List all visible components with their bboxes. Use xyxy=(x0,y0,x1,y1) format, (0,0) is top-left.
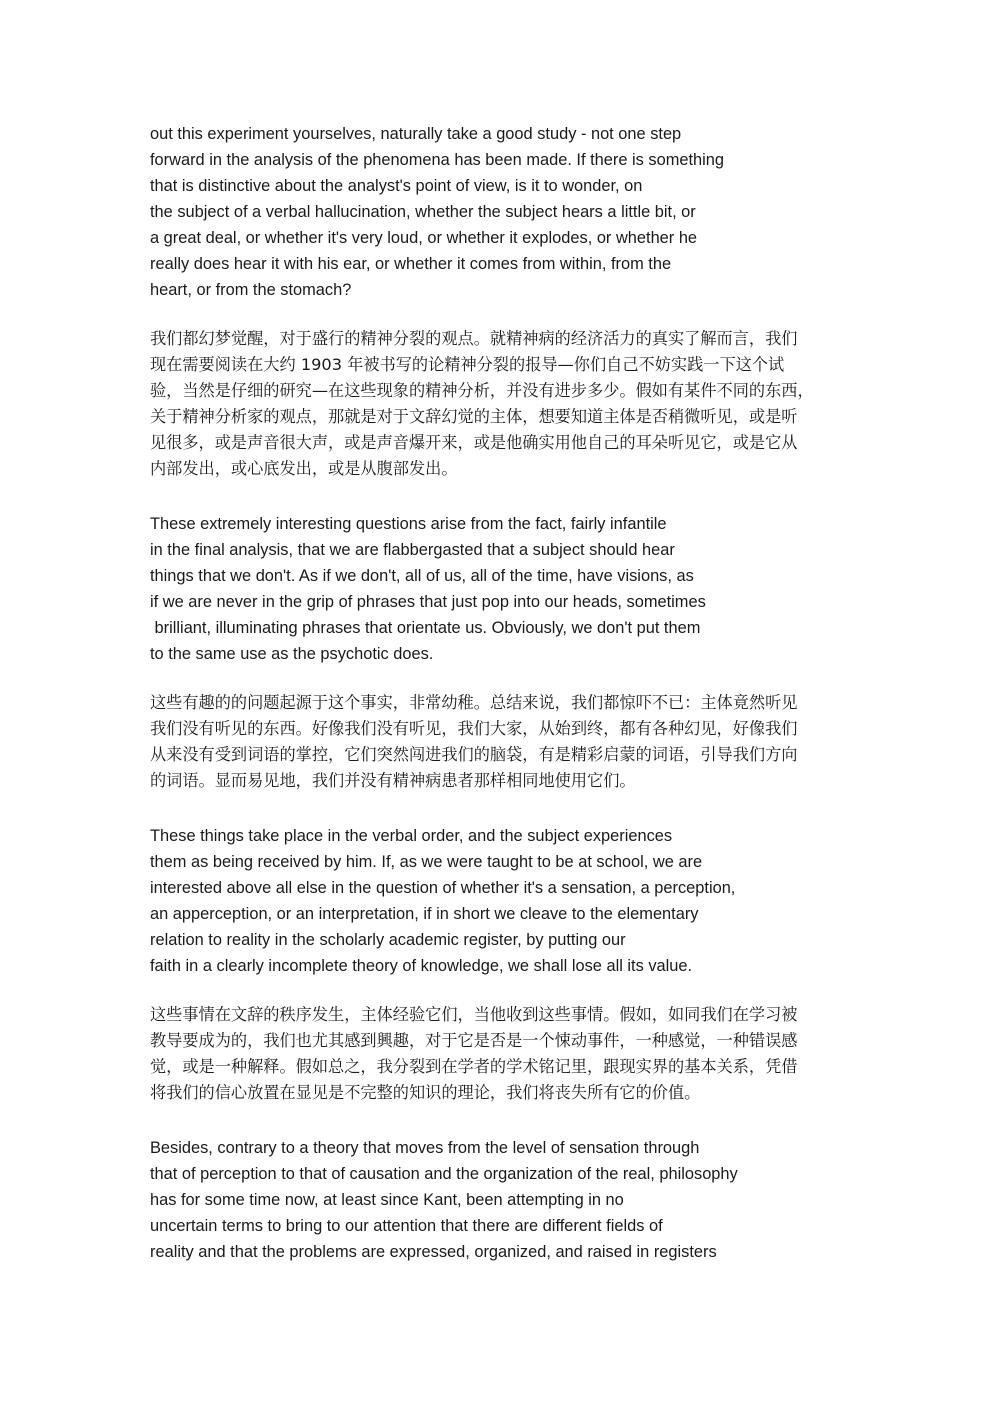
text-line: Besides, contrary to a theory that moves from the level of sensation through xyxy=(150,1139,700,1157)
text-line: These things take place in the verbal order, and the subject experiences xyxy=(150,827,673,845)
text-line: an apperception, or an interpretation, if in short we cleave to the elementary xyxy=(150,905,699,923)
text-line: 觉，或是一种解释。假如总之，我分裂到在学者的学术铭记里，跟现实界的基本关系，凭借 xyxy=(150,1057,798,1076)
text-line: brilliant, illuminating phrases that orientate us. Obviously, we don't put them xyxy=(150,619,701,637)
text-line: 这些事情在文辞的秩序发生，主体经验它们，当他收到这些事情。假如，如同我们在学习被 xyxy=(150,1005,798,1024)
text-line: to the same use as the psychotic does. xyxy=(150,645,434,663)
text-line: has for some time now, at least since Kant, been attempting in no xyxy=(150,1191,624,1209)
text-line: 验，当然是仔细的研究—在这些现象的精神分析，并没有进步多少。假如有某件不同的东西， xyxy=(150,381,814,400)
text-line: These extremely interesting questions arise from the fact, fairly infantile xyxy=(150,515,667,533)
text-line: in the final analysis, that we are flabbergasted that a subject should hear xyxy=(150,541,675,559)
text-line: 内部发出，或心底发出，或是从腹部发出。 xyxy=(150,459,458,478)
text-line: heart, or from the stomach? xyxy=(150,281,352,299)
text-line: them as being received by him. If, as we were taught to be at school, we are xyxy=(150,853,703,871)
english-paragraph xyxy=(150,121,850,303)
text-line: relation to reality in the scholarly academic register, by putting our xyxy=(150,931,626,949)
english-paragraph xyxy=(150,1135,850,1265)
english-paragraph xyxy=(150,511,850,667)
text-line: 见很多，或是声音很大声，或是声音爆开来，或是他确实用他自己的耳朵听见它，或是它从 xyxy=(150,433,798,452)
text-line: the subject of a verbal hallucination, whether the subject hears a little bit, or xyxy=(150,203,696,221)
text-line: 将我们的信心放置在显见是不完整的知识的理论，我们将丧失所有它的价值。 xyxy=(150,1083,701,1102)
text-line: forward in the analysis of the phenomena has been made. If there is something xyxy=(150,151,725,169)
text-line: a great deal, or whether it's very loud, or whether it explodes, or whether he xyxy=(150,229,698,247)
text-line: uncertain terms to bring to our attention that there are different fields of xyxy=(150,1217,663,1235)
text-line: reality and that the problems are expressed, organized, and raised in registers xyxy=(150,1243,717,1261)
text-line: 教导要成为的，我们也尤其感到興趣，对于它是否是一个悚动事件，一种感觉，一种错误感 xyxy=(150,1031,798,1050)
text-line: 这些有趣的的问题起源于这个事实，非常幼稚。总结来说，我们都惊吓不已：主体竟然听见 xyxy=(150,693,798,712)
text-line: 关于精神分析家的观点，那就是对于文辞幻觉的主体，想要知道主体是否稍微听见，或是听 xyxy=(150,407,798,426)
text-line: 从来没有受到词语的掌控，它们突然闯进我们的脑袋，有是精彩启蒙的词语，引导我们方向 xyxy=(150,745,798,764)
text-line: interested above all else in the question of whether it's a sensation, a perception, xyxy=(150,879,736,897)
chinese-paragraph xyxy=(150,1002,844,1106)
text-line: 我们都幻梦觉醒，对于盛行的精神分裂的观点。就精神病的经济活力的真实了解而言，我们 xyxy=(150,329,798,348)
text-line: 我们没有听见的东西。好像我们没有听见，我们大家，从始到终，都有各种幻见，好像我们 xyxy=(150,719,798,738)
text-line: 的词语。显而易见地，我们并没有精神病患者那样相同地使用它们。 xyxy=(150,771,636,790)
english-paragraph xyxy=(150,823,850,979)
chinese-paragraph xyxy=(150,690,844,794)
text-line: out this experiment yourselves, naturally take a good study - not one step xyxy=(150,125,682,143)
text-line: 现在需要阅读在大约 1903 年被书写的论精神分裂的报导—你们自己不妨实践一下这个试 xyxy=(150,355,785,374)
text-line: that of perception to that of causation and the organization of the real, philosophy xyxy=(150,1165,738,1183)
text-line: faith in a clearly incomplete theory of knowledge, we shall lose all its value. xyxy=(150,957,693,975)
text-line: really does hear it with his ear, or whether it comes from within, from the xyxy=(150,255,672,273)
text-line: that is distinctive about the analyst's point of view, is it to wonder, on xyxy=(150,177,643,195)
chinese-paragraph xyxy=(150,326,844,482)
text-line: if we are never in the grip of phrases that just pop into our heads, sometimes xyxy=(150,593,706,611)
text-line: things that we don't. As if we don't, all of us, all of the time, have visions, as xyxy=(150,567,694,585)
